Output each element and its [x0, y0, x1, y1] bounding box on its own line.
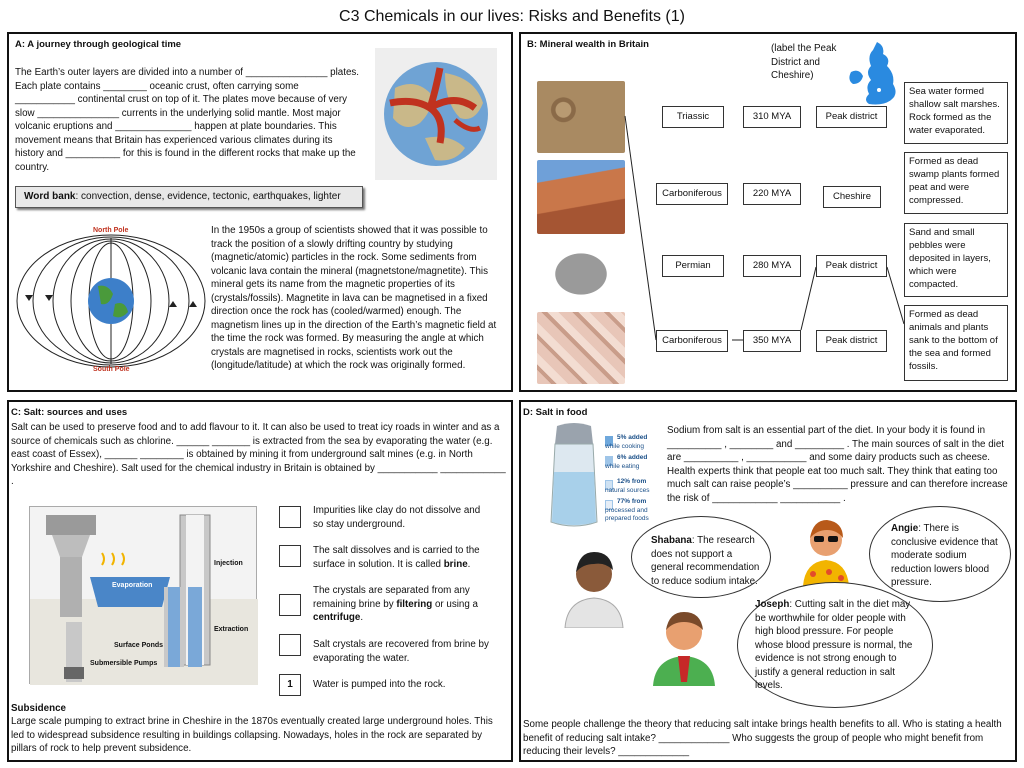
place-box-3[interactable]: Peak district: [816, 255, 887, 277]
panel-d: [519, 400, 1017, 762]
north-pole-label: North Pole: [93, 227, 129, 234]
solution-mining-diagram: [29, 506, 257, 684]
panel-d-heading: D: Salt in food: [523, 407, 588, 418]
panel-c-heading: C: Salt: sources and uses: [11, 407, 128, 418]
angie-name: Angie: [891, 523, 919, 534]
legend-pct: 5% added: [617, 434, 648, 441]
step-box-4[interactable]: [279, 634, 301, 656]
shabana-avatar: [559, 544, 629, 628]
legend-label: processed and prepared foods: [605, 507, 649, 522]
age-box-3[interactable]: 280 MYA: [743, 255, 801, 277]
panel-a-heading: A: A journey through geological time: [15, 39, 182, 50]
magnetic-field-diagram: [13, 226, 209, 376]
salt-diet-paragraph: Sodium from salt is an essential part of the diet. In your body it is found in __________ , ________ and _________ . The main sources of salt in the diet are __________ , ___________ and some dairy products such as cheese. Health experts think that people eat too much salt. They think that eating too much salt can raise people’s __________ pressure and can therefore increase the risk of ____________ ___________ .: [667, 425, 1008, 504]
panel-b-heading: B: Mineral wealth in Britain: [527, 39, 649, 50]
step-text-5-part: Water is pumped into the rock.: [313, 679, 446, 690]
period-box-1[interactable]: Triassic: [662, 106, 724, 128]
tectonics-paragraph: The Earth’s outer layers are divided into a number of _______________ plates. Each plate contains ________ oceanic crust, often carrying some ___________ continental crust on top of it. The plates move because of very slow _______________ currents in the underlying solid mantle. Most major volcanic eruptions and ______________ happen at plate boundaries. This movement means that Britain has experienced various climates during its history and __________ for this is found in the different rocks that make up the country.: [15, 67, 360, 173]
step-text-4: [313, 638, 493, 665]
joseph-quote: [755, 598, 917, 693]
plates-globe-image: [375, 48, 497, 180]
legend-item: [605, 498, 665, 528]
legend-pct: 77% from: [617, 498, 647, 505]
subsidence-heading: Subsidence: [11, 703, 66, 714]
description-box-1[interactable]: Sea water formed shallow salt marshes. Rock formed as the water evaporated.: [904, 82, 1008, 144]
step-box-3[interactable]: [279, 594, 301, 616]
magnetism-paragraph: In the 1950s a group of scientists showed that it was possible to track the position of a slowly drifting country by studying (magnetic/atomic) particles in the rock. Some sediments from volcanic lava contain the mineral (magnetstone/magnetite). This mineral gets its name from the magnetic properties of its (crystals/fossils). Magnetite in lava can be magnetised in a fixed direction once the rock has (cooled/warmed) enough. The magnetism lines up in the direction of the Earth’s magnetic field at the time the rock was formed. By measuring the angle at which crystals are magnetised in rocks, scientists work out the (longitude/latitude) at which the rock was originally formed.: [211, 225, 497, 372]
legend-item: [605, 434, 665, 454]
step-text-2: [313, 544, 493, 571]
subsidence-paragraph: Large scale pumping to extract brine in Cheshire in the 1870s eventually created large underground holes. This led to widespread subsidence resulting in buildings collapsing. Nowadays, holes in the rock are separated by pillars of rock to help prevent subsidence.: [11, 716, 493, 755]
shabana-quote: [651, 534, 763, 588]
step-text-4-part: Salt crystals are recovered from brine by evaporating the water.: [313, 639, 489, 664]
shabana-name: Shabana: [651, 535, 692, 546]
description-box-4[interactable]: Formed as dead animals and plants sank to the bottom of the sea and formed fossils.: [904, 305, 1008, 381]
step-text-3-part: The crystals are separated from any remaining brine by: [313, 585, 470, 610]
surface-ponds-label: Surface Ponds: [114, 642, 164, 649]
step-text-3-end: .: [360, 612, 364, 624]
angie-text: : There is conclusive evidence that moderate sodium reduction lowers blood pressure.: [891, 523, 998, 589]
legend-label: natural sources: [605, 487, 650, 494]
brine-term: brine: [443, 558, 468, 570]
injection-label: Injection: [214, 560, 243, 567]
period-box-3[interactable]: Permian: [662, 255, 724, 277]
angie-avatar: [799, 514, 853, 586]
period-box-4[interactable]: Carboniferous: [656, 330, 728, 352]
age-box-1[interactable]: 310 MYA: [743, 106, 801, 128]
step-text-1-part: Impurities like clay do not dissolve and so stay underground.: [313, 505, 481, 530]
salt-sources-legend: [605, 434, 665, 528]
map-note: (label the Peak District and Cheshire): [771, 43, 837, 82]
filtering-term: filtering: [396, 598, 433, 610]
step-text-1: [313, 504, 493, 531]
evaporation-label: Evaporation: [112, 582, 153, 589]
word-bank-label: Word bank: [24, 191, 76, 202]
panel-c: [7, 400, 513, 762]
legend-label: while cooking: [605, 443, 645, 450]
submersible-pumps-label: Submersible Pumps: [90, 660, 158, 667]
step-box-1[interactable]: [279, 506, 301, 528]
place-box-4[interactable]: Peak district: [816, 330, 887, 352]
centrifuge-term: centrifuge: [313, 612, 361, 624]
description-box-2[interactable]: Formed as dead swamp plants formed peat and were compressed.: [904, 152, 1008, 214]
word-bank-words: : convection, dense, evidence, tectonic, earthquakes, lighter: [75, 191, 341, 202]
step-box-5[interactable]: 1: [279, 674, 301, 696]
south-pole-label: South Pole: [93, 366, 130, 373]
legend-item: [605, 478, 665, 498]
step-text-5: [313, 678, 493, 692]
legend-item: [605, 454, 665, 478]
step-text-3-mid: or using a: [432, 598, 478, 610]
extraction-label: Extraction: [214, 626, 249, 633]
step-text-3: [313, 584, 493, 625]
place-box-1[interactable]: Peak district: [816, 106, 887, 128]
step-text-2-end: .: [467, 558, 471, 570]
salt-shaker-image: [545, 422, 603, 530]
shabana-text: : The research does not support a general recommendation to reduce sodium intake.: [651, 535, 760, 587]
period-box-2[interactable]: Carboniferous: [656, 183, 728, 205]
legend-pct: 12% from: [617, 478, 647, 485]
step-box-2[interactable]: [279, 545, 301, 567]
panel-b: [519, 32, 1017, 392]
page-title: C3 Chemicals in our lives: Risks and Benefits (1): [339, 8, 685, 25]
description-box-3[interactable]: Sand and small pebbles were deposited in layers, which were compacted.: [904, 223, 1008, 297]
joseph-name: Joseph: [755, 599, 790, 610]
place-box-2[interactable]: Cheshire: [823, 186, 881, 208]
age-box-4[interactable]: 350 MYA: [743, 330, 801, 352]
joseph-avatar: [647, 608, 721, 686]
salt-question-paragraph: Some people challenge the theory that reducing salt intake brings health benefits to all. Who is stating a health benefit of reducing salt intake? _____________ Who suggests the group of people who might benefit from reducing their levels? _____________: [523, 719, 1002, 758]
word-bank: [15, 186, 363, 208]
joseph-text: : Cutting salt in the diet may be worthwhile for older people with high blood pressure. For people whose blood pressure is normal, the evidence is not strong enough to justify a general reduction in salt levels.: [755, 599, 913, 692]
panel-a: [7, 32, 513, 392]
step-text-2-part: The salt dissolves and is carried to the surface in solution. It is called: [313, 545, 480, 570]
age-box-2[interactable]: 220 MYA: [743, 183, 801, 205]
legend-label: while eating: [605, 463, 640, 470]
legend-pct: 6% added: [617, 454, 648, 461]
salt-intro-paragraph: Salt can be used to preserve food and to add flavour to it. It can also be used to treat icy roads in winter and as a source of chemicals such as chlorine. ______ _______ is extracted from the sea by evaporating the water (e.g. east coast of Essex), ______ ________ is obtained by mining it from underground salt mines (e.g. in North Yorkshire and Cheshire). Salt used for the chemical industry in Britain is obtained by ___________ ____________ .: [11, 422, 506, 488]
angie-quote: [891, 522, 999, 590]
